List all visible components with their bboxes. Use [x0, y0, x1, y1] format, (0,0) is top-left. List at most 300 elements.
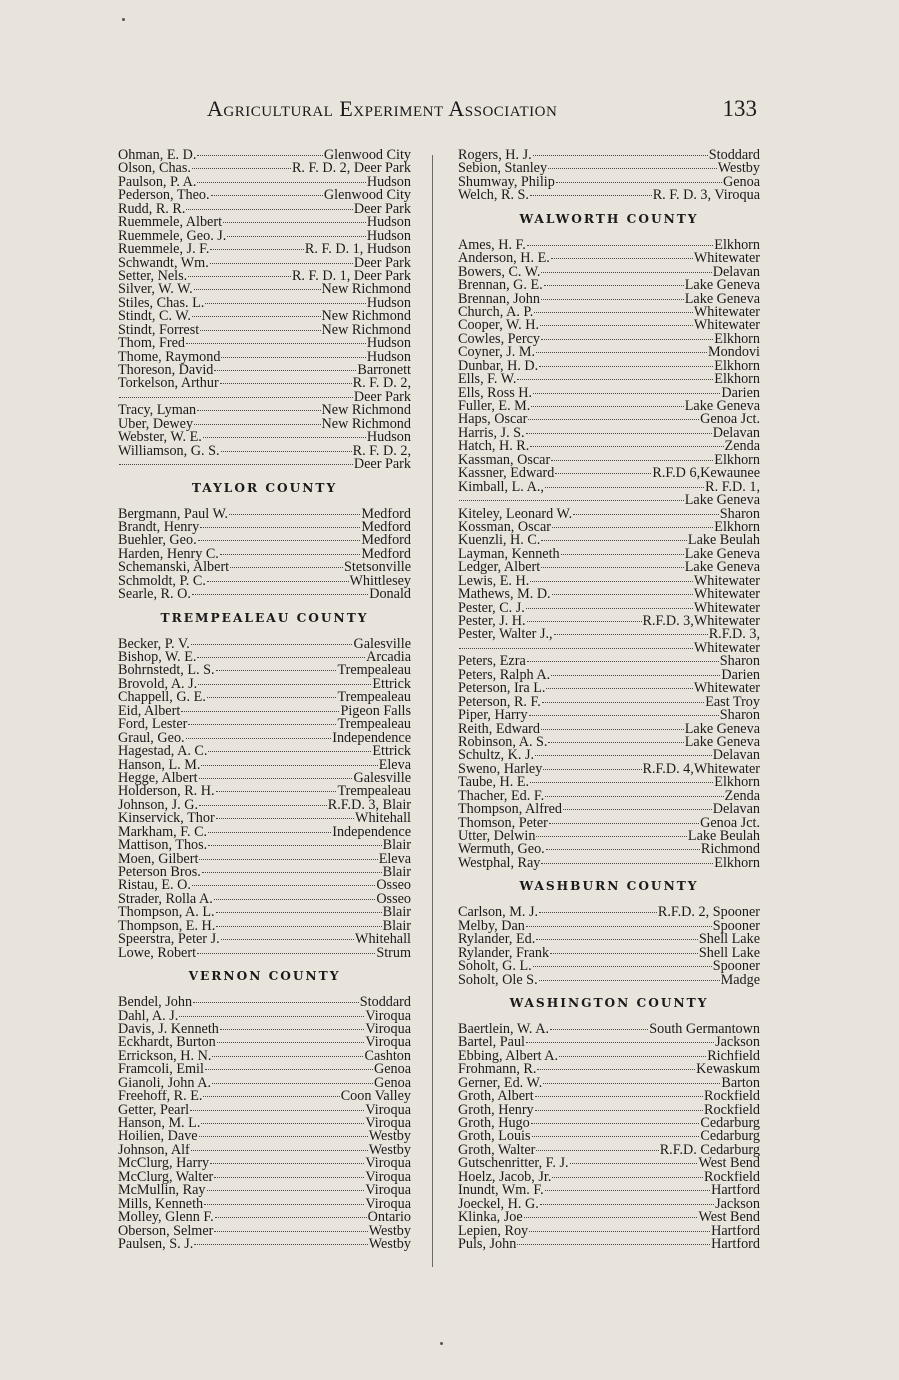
member-name: Cowles, Percy [458, 332, 540, 347]
member-name: Williamson, G. S. [118, 444, 220, 459]
member-location: Delavan [712, 265, 760, 280]
dot-leader [554, 634, 708, 635]
member-name: Westphal, Ray [458, 856, 541, 871]
member-name: Schultz, K. J. [458, 749, 535, 763]
member-location: Delavan [712, 749, 760, 763]
member-entry [458, 400, 760, 413]
member-entry [458, 1130, 760, 1143]
county-heading: WALWORTH COUNTY [519, 211, 699, 226]
member-name: Soholt, Ole S. [458, 973, 538, 987]
member-name: Stindt, Forrest [118, 323, 200, 338]
member-location: Westby [717, 162, 760, 176]
member-name: Bendel, John [118, 996, 193, 1010]
dot-leader [197, 182, 365, 183]
dot-leader [208, 845, 381, 846]
member-entry [118, 1225, 411, 1238]
member-name: Peters, Ralph A. [458, 668, 551, 683]
member-entry [458, 413, 760, 426]
member-name: Bartel, Paul [458, 1036, 525, 1050]
member-location: Ontario [367, 1211, 411, 1225]
member-entry [458, 575, 760, 588]
member-entry [458, 548, 760, 561]
member-entry [118, 1117, 411, 1130]
member-entry [458, 776, 760, 789]
dot-leader [545, 1190, 710, 1191]
member-name: Paulson, P. A. [118, 175, 197, 190]
member-location: Delavan [712, 803, 760, 817]
dot-leader [201, 1123, 364, 1124]
dot-leader [541, 339, 713, 340]
member-name: Thacher, Ed. F. [458, 789, 545, 804]
member-name: Ames, H. F. [458, 238, 526, 253]
member-location: Lake Geneva [684, 400, 760, 414]
member-name: Klinka, Joe [458, 1211, 523, 1225]
member-name: Oberson, Selmer [118, 1224, 214, 1238]
member-entry [118, 534, 411, 547]
member-location: Jackson [715, 1197, 760, 1212]
dot-leader [541, 299, 684, 300]
member-entry [458, 387, 760, 400]
dot-leader [539, 912, 657, 913]
member-name: McMullin, Ray [118, 1184, 206, 1198]
member-entry [458, 239, 760, 252]
member-name: Coyner, J. M. [458, 346, 536, 360]
member-name: Errickson, H. N. [118, 1049, 212, 1064]
member-location: Whitehall [355, 812, 411, 826]
member-entry [118, 1211, 411, 1224]
member-name: Molley, Glenn F. [118, 1211, 214, 1225]
member-location: R. F.D. 1, [705, 480, 760, 495]
member-location: Hudson [366, 337, 411, 351]
dot-leader [229, 514, 360, 515]
member-entry [118, 561, 411, 574]
member-entry [118, 364, 411, 377]
member-name: Melby, Dan [458, 919, 525, 934]
member-entry [118, 377, 411, 390]
member-location: Sharon [719, 507, 760, 521]
dot-leader [179, 1016, 364, 1017]
member-name: Rogers, H. J. [458, 149, 532, 163]
member-entry [118, 772, 411, 785]
member-location: Viroqua [365, 1157, 411, 1171]
member-entry [118, 283, 411, 296]
member-name: Ristau, E. O. [118, 879, 191, 893]
member-location: Sharon [719, 655, 760, 669]
entry-continuation [458, 494, 760, 507]
dot-leader [199, 805, 327, 806]
dot-leader [535, 1110, 703, 1111]
member-location: Viroqua [365, 1036, 411, 1050]
member-location: Zenda [724, 789, 760, 804]
member-entry [458, 373, 760, 386]
member-entry [118, 759, 411, 772]
member-entry [458, 1104, 760, 1117]
member-entry [458, 1036, 760, 1049]
member-location: Lake Geneva [684, 561, 760, 575]
dot-leader [543, 769, 641, 770]
dot-leader [215, 1217, 367, 1218]
dot-leader [192, 168, 291, 169]
dot-leader [188, 724, 336, 725]
member-name: McClurg, Walter [118, 1170, 214, 1185]
member-location: R. F. D. 2, [352, 444, 411, 459]
member-name: Lowe, Robert [118, 946, 197, 961]
member-entry [458, 920, 760, 933]
dot-leader [201, 765, 377, 766]
member-location: Deer Park [353, 202, 411, 217]
dot-leader [559, 1056, 706, 1057]
dot-leader [214, 899, 376, 900]
dot-leader [545, 796, 723, 797]
dot-leader [534, 312, 693, 313]
member-location: Rockfield [704, 1170, 760, 1185]
member-name: Chappell, G. E. [118, 691, 206, 705]
member-entry [118, 1023, 411, 1036]
member-location: Strum [376, 946, 411, 961]
dot-leader [548, 168, 717, 169]
member-entry [118, 745, 411, 758]
dot-leader [556, 182, 722, 183]
dot-leader [194, 289, 321, 290]
member-name: Inundt, Wm. F. [458, 1184, 544, 1198]
dot-leader [526, 926, 712, 927]
member-entry [458, 279, 760, 292]
member-entry [458, 1144, 760, 1157]
member-entry [458, 440, 760, 453]
member-name: Haps, Oscar [458, 413, 528, 427]
dot-leader [205, 303, 366, 304]
dot-leader [199, 859, 377, 860]
member-name: Soholt, G. L. [458, 960, 532, 974]
member-entry [118, 947, 411, 960]
member-entry [458, 1184, 760, 1197]
member-entry [458, 176, 760, 189]
member-name: Thompson, E. H. [118, 919, 216, 934]
dot-leader [527, 621, 642, 622]
member-location: Blair [382, 839, 411, 853]
dot-leader [216, 912, 382, 913]
member-location: Trempealeau [337, 691, 411, 705]
county-heading: VERNON COUNTY [188, 969, 341, 984]
member-name: Kossman, Oscar [458, 520, 551, 535]
member-location: Arcadia [366, 651, 411, 665]
member-name: Getter, Pearl [118, 1103, 190, 1117]
member-location: Deer Park [353, 256, 411, 270]
member-location: Donald [369, 588, 411, 602]
member-location: Whitewater [693, 574, 760, 589]
member-entry [458, 1171, 760, 1184]
dot-leader [541, 863, 713, 864]
member-name: Becker, P. V. [118, 637, 190, 651]
member-location: New Richmond [321, 417, 411, 432]
dot-leader [181, 711, 339, 712]
dot-leader [186, 738, 332, 739]
member-name: Thom, Fred [118, 337, 185, 351]
member-entry [118, 418, 411, 431]
dot-leader [517, 379, 713, 380]
dot-leader [200, 330, 320, 331]
member-name: Thoreson, David [118, 364, 214, 378]
member-entry [458, 1225, 760, 1238]
member-location: Genoa [373, 1076, 411, 1091]
member-location: Hudson [366, 350, 411, 364]
member-location: Elkhorn [714, 520, 760, 535]
dot-leader [199, 778, 353, 779]
dot-leader [531, 1123, 700, 1124]
member-entry [118, 1050, 411, 1063]
member-location: Whittlesey [349, 574, 411, 589]
member-name: Rylander, Frank [458, 946, 550, 961]
member-entry [118, 996, 411, 1009]
member-location: Genoa Jct. [700, 413, 760, 427]
member-entry [458, 1198, 760, 1211]
dot-leader [542, 702, 704, 703]
member-name: Piper, Harry [458, 709, 528, 723]
member-location: New Richmond [321, 310, 411, 324]
member-location: Shell Lake [698, 946, 760, 961]
member-entry [458, 696, 760, 709]
member-location: Barronett [357, 364, 411, 378]
member-name: Ells, F. W. [458, 373, 517, 387]
dot-leader [526, 433, 712, 434]
member-entry [458, 467, 760, 480]
member-entry [118, 548, 411, 561]
right-column [458, 149, 760, 1251]
member-location: Deer Park [353, 390, 411, 405]
member-location: Viroqua [365, 1184, 411, 1198]
member-name: Schwandt, Wm. [118, 256, 209, 270]
dot-leader [570, 1163, 698, 1164]
member-entry [118, 162, 411, 175]
member-name: Thomson, Peter [458, 816, 548, 830]
entry-continuation [118, 458, 411, 471]
member-location: Elkhorn [714, 238, 760, 253]
member-entry [458, 333, 760, 346]
dot-leader [536, 939, 698, 940]
dot-leader [216, 791, 337, 792]
member-entry [118, 431, 411, 444]
dot-leader [202, 872, 382, 873]
dot-leader [533, 155, 708, 156]
member-location: Madge [720, 973, 760, 987]
member-name: Bergmann, Paul W. [118, 507, 229, 521]
dot-leader [539, 980, 720, 981]
member-location: Trempealeau [337, 785, 411, 799]
member-location: Stoddard [708, 149, 760, 163]
member-entry [118, 718, 411, 731]
dot-leader [207, 697, 337, 698]
member-location: Spooner [712, 960, 760, 974]
member-entry [118, 664, 411, 677]
member-location: West Bend [698, 1157, 760, 1171]
dot-leader [550, 953, 698, 954]
member-entry [458, 817, 760, 830]
member-entry [458, 736, 760, 749]
member-location: Hudson [366, 296, 411, 311]
speck-mark [122, 18, 125, 21]
dot-leader [545, 487, 704, 488]
dot-leader [536, 1150, 658, 1151]
member-name: Thompson, Alfred [458, 803, 563, 817]
dot-leader [551, 258, 693, 259]
dot-leader [552, 594, 693, 595]
member-entry [118, 638, 411, 651]
member-location: Whitewater [693, 319, 760, 333]
member-name: Harden, Henry C. [118, 547, 219, 562]
member-entry [118, 176, 411, 189]
member-location: Whitehall [355, 933, 411, 947]
member-location: Lake Geneva [684, 735, 760, 750]
member-location: Viroqua [365, 1170, 411, 1185]
member-name: Pederson, Theo. [118, 189, 210, 203]
member-location: Hartford [711, 1237, 760, 1252]
member-name: Pester, C. J. [458, 601, 525, 615]
member-location: Blair [382, 906, 411, 920]
member-entry [118, 588, 411, 601]
member-entry [118, 297, 411, 310]
dot-leader [532, 1136, 700, 1137]
member-location: Medford [361, 507, 411, 521]
member-location: Deer Park [353, 458, 411, 472]
member-name: Hoilien, Dave [118, 1130, 198, 1144]
member-name: Kimball, L. A., [458, 480, 544, 495]
member-entry [458, 252, 760, 265]
member-location: Stoddard [359, 996, 411, 1010]
member-location: Independence [332, 825, 411, 840]
member-name: Peterson, R. F. [458, 695, 541, 710]
member-location: R.F.D. 3, Blair [327, 798, 411, 813]
member-location: R.F.D. Cedarburg [659, 1143, 760, 1158]
member-name: Thome, Raymond [118, 350, 221, 364]
member-name: Baertlein, W. A. [458, 1022, 550, 1037]
member-entry [118, 1171, 411, 1184]
member-name: Kiteley, Leonard W. [458, 507, 573, 521]
column-divider [432, 155, 433, 1267]
member-entry [118, 508, 411, 521]
member-location: Lake Geneva [684, 494, 760, 508]
member-name: Gerner, Ed. W. [458, 1076, 543, 1091]
member-location: New Richmond [321, 323, 411, 338]
dot-leader [527, 661, 719, 662]
member-entry [458, 843, 760, 856]
member-name: Webster, W. E. [118, 431, 202, 445]
dot-leader [214, 370, 356, 371]
member-entry [458, 1050, 760, 1063]
member-name: Davis, J. Kenneth [118, 1022, 219, 1037]
member-location: R. F. D. 1, Deer Park [291, 269, 411, 284]
dot-leader [210, 1163, 364, 1164]
dot-leader [119, 464, 353, 465]
member-location: Westby [368, 1143, 411, 1158]
member-name: Wermuth, Geo. [458, 843, 545, 857]
member-name: Mathews, M. D. [458, 588, 551, 602]
member-name: Lewis, E. H. [458, 574, 530, 589]
member-entry [458, 709, 760, 722]
member-name: Kassner, Edward [458, 467, 555, 481]
member-name: Brandt, Henry [118, 520, 200, 535]
member-location: R.F.D. 3,Whitewater [642, 615, 760, 629]
member-entry [458, 682, 760, 695]
member-location: Viroqua [365, 1197, 411, 1212]
member-location: Hartford [711, 1184, 760, 1198]
member-location: Darien [721, 668, 760, 683]
dot-leader [221, 357, 365, 358]
member-entry [458, 319, 760, 332]
dot-leader [192, 885, 375, 886]
member-entry [118, 1238, 411, 1251]
member-name: Ruemmele, Geo. J. [118, 229, 227, 244]
member-name: Brennan, John [458, 292, 540, 306]
member-name: Ebbing, Albert A. [458, 1049, 559, 1064]
member-location: Trempealeau [337, 664, 411, 678]
dot-leader [528, 419, 699, 420]
member-entry [118, 1130, 411, 1143]
member-entry [118, 812, 411, 825]
member-location: Whitewater [693, 682, 760, 696]
member-location: Whitewater [693, 588, 760, 602]
dot-leader [220, 554, 360, 555]
member-entry [118, 906, 411, 919]
dot-leader [190, 1110, 364, 1111]
member-location: Galesville [353, 771, 411, 786]
member-entry [458, 1157, 760, 1170]
member-entry [118, 678, 411, 691]
member-entry [118, 651, 411, 664]
member-entry [118, 853, 411, 866]
member-entry [458, 790, 760, 803]
member-entry [118, 243, 411, 256]
member-location: Pigeon Falls [340, 704, 411, 719]
member-location: Galesville [353, 637, 411, 651]
member-entry [118, 933, 411, 946]
member-entry [458, 960, 760, 973]
dot-leader [192, 594, 368, 595]
dot-leader [530, 581, 693, 582]
dot-leader [533, 393, 720, 394]
member-name: Pester, Walter J., [458, 628, 553, 642]
member-entry [118, 521, 411, 534]
member-entry [118, 691, 411, 704]
member-location: Hudson [366, 229, 411, 244]
member-name: Kassman, Oscar [458, 453, 551, 468]
member-location: Westby [368, 1224, 411, 1238]
member-name: Ruemmele, J. F. [118, 243, 210, 257]
member-name: Dahl, A. J. [118, 1009, 179, 1023]
member-name: Mills, Kenneth [118, 1197, 204, 1212]
dot-leader [223, 222, 366, 223]
member-entry [458, 749, 760, 762]
dot-leader [530, 195, 652, 196]
dot-leader [210, 263, 353, 264]
member-entry [118, 1198, 411, 1211]
dot-leader [214, 1177, 364, 1178]
member-entry [458, 830, 760, 843]
member-entry [118, 189, 411, 202]
member-location: East Troy [705, 695, 760, 710]
member-name: Robinson, A. S. [458, 735, 548, 750]
dot-leader [546, 849, 700, 850]
member-name: Frohmann, R. [458, 1063, 537, 1077]
dot-leader [227, 236, 365, 237]
member-name: Bishop, W. E. [118, 651, 197, 665]
member-location: Elkhorn [714, 332, 760, 347]
member-name: Lepien, Roy [458, 1224, 529, 1238]
member-name: Ohman, E. D. [118, 149, 197, 163]
dot-leader [517, 1244, 710, 1245]
member-location: Whitewater [693, 641, 760, 656]
member-name: Kinservick, Thor [118, 812, 215, 826]
member-name: Markham, F. C. [118, 825, 208, 840]
